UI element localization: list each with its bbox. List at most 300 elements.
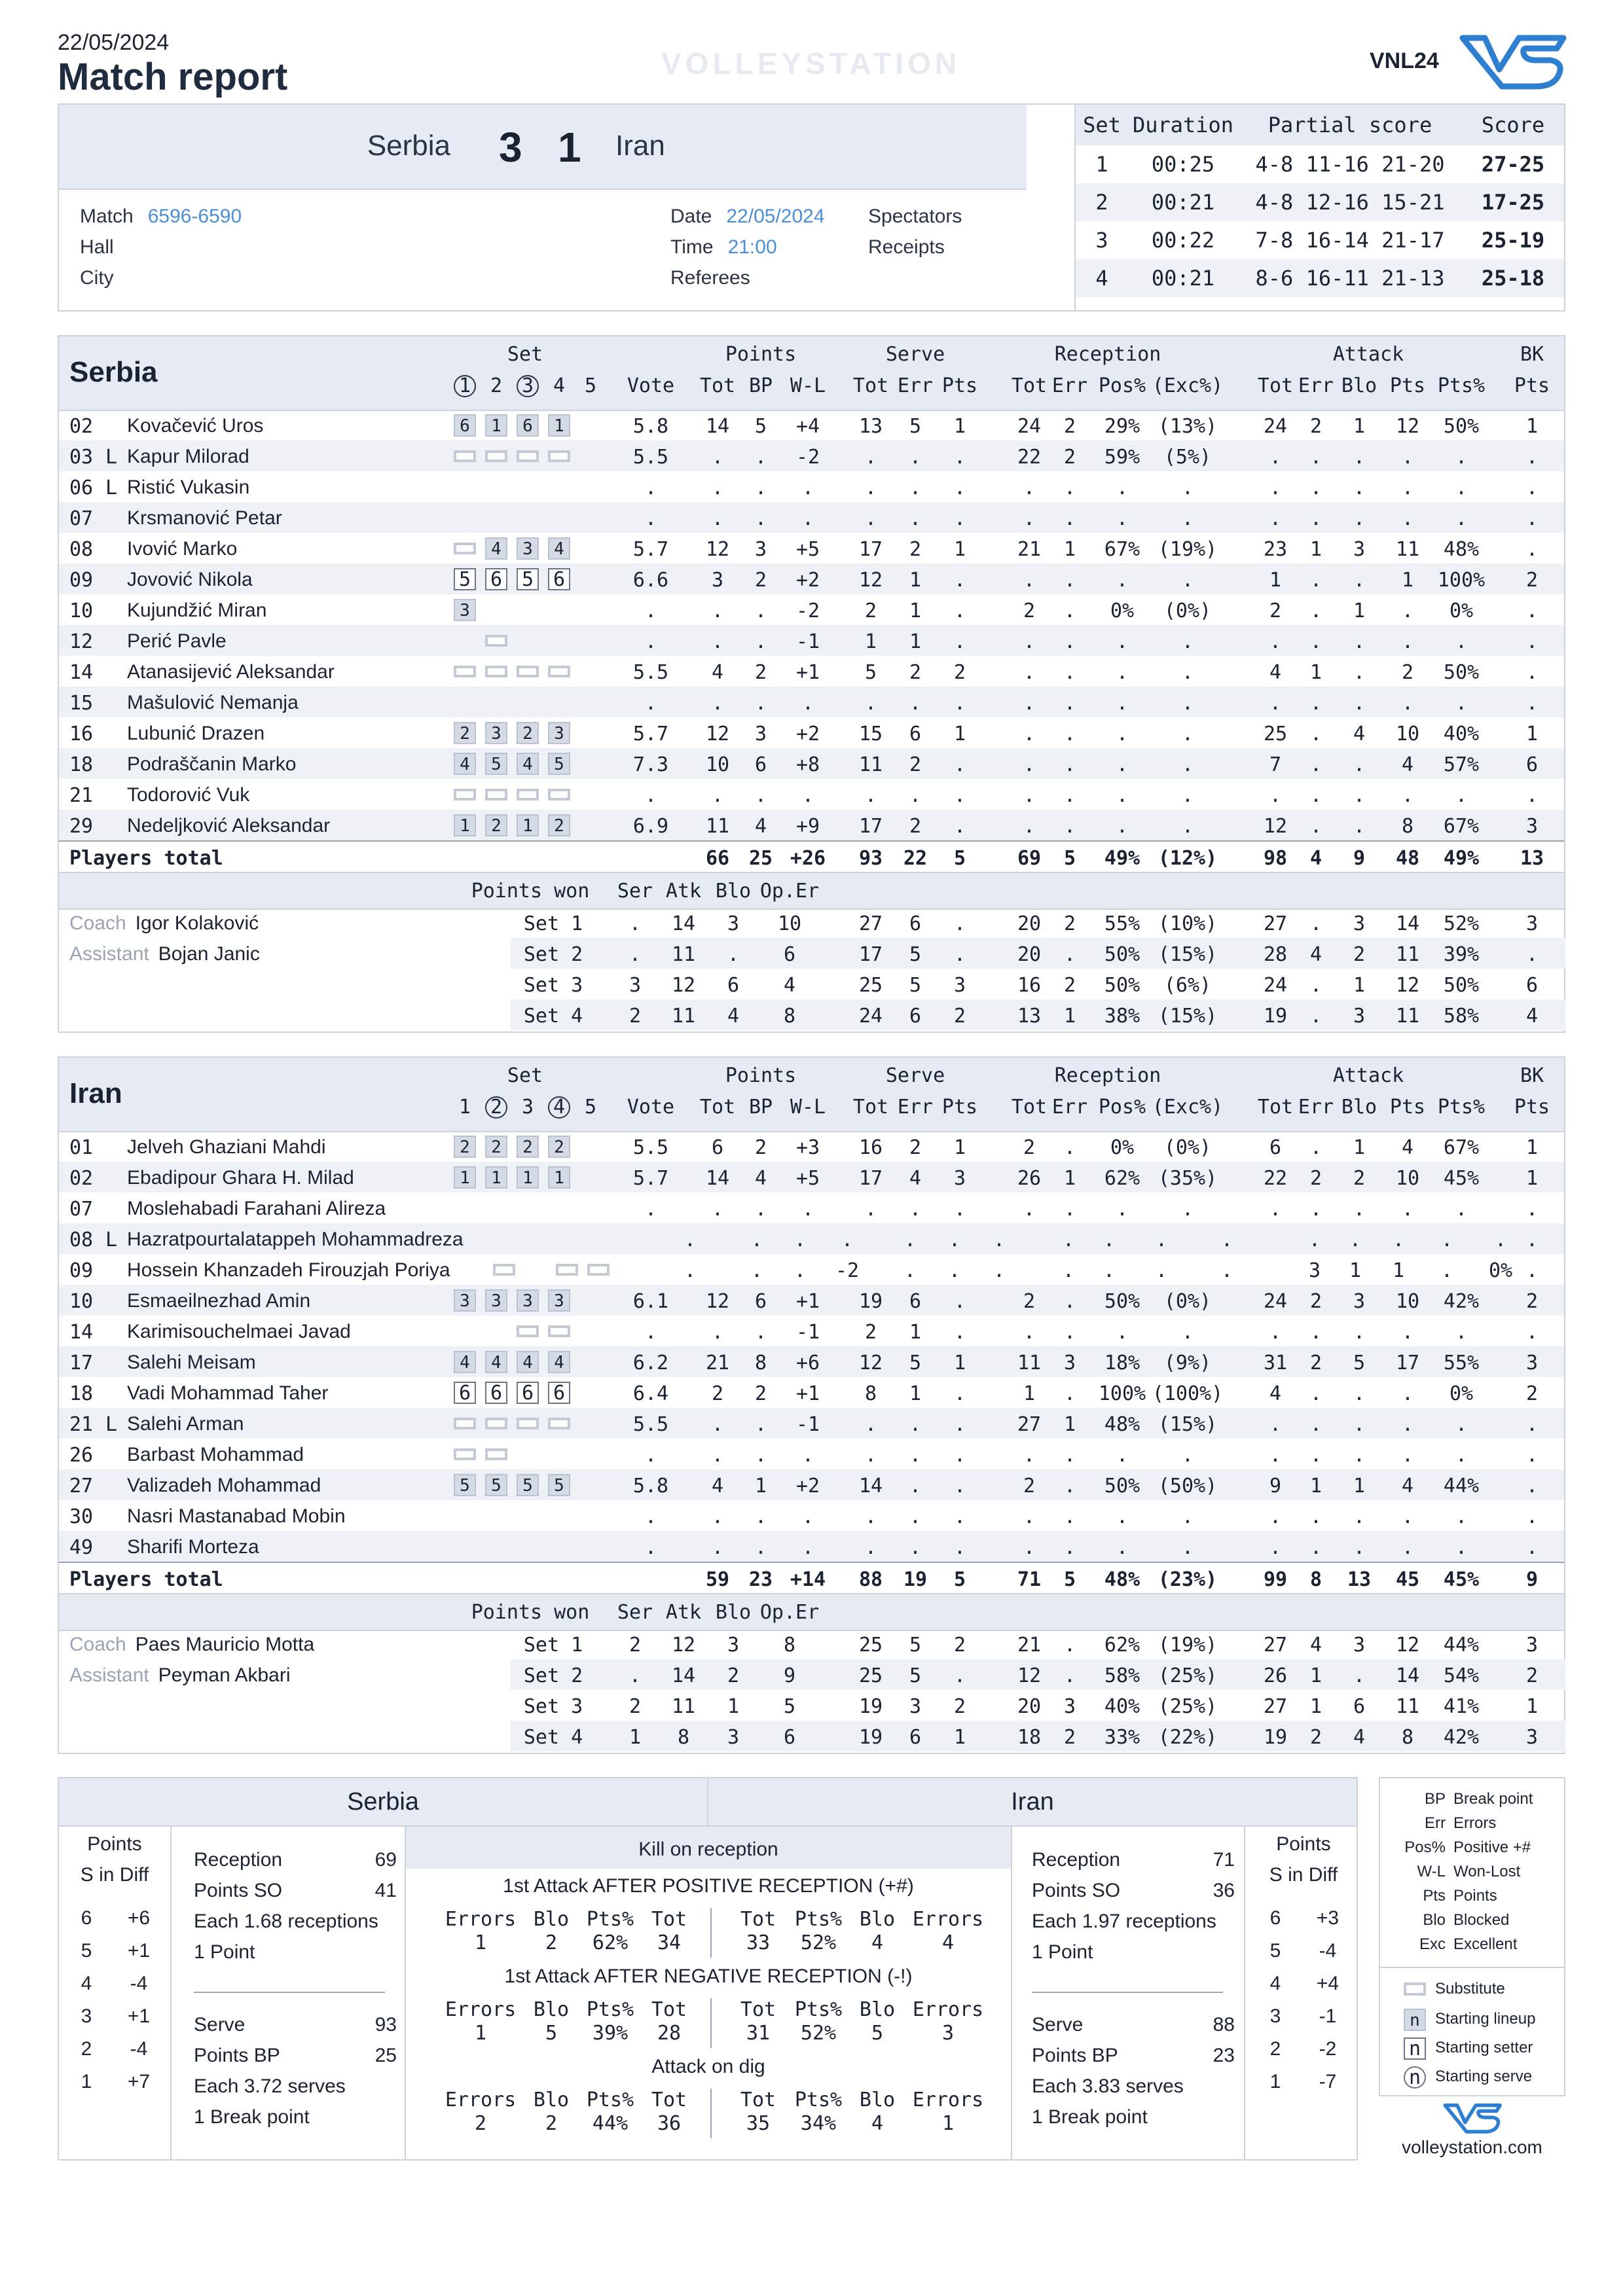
points-value: 8	[754, 1352, 767, 1374]
reception-value: 50%	[1104, 1475, 1140, 1498]
col-group-points: Points	[725, 1064, 797, 1087]
col-group-attack: Attack	[1332, 343, 1404, 366]
legend-substitute: Substitute	[1435, 1980, 1505, 1998]
player-name: Karimisouchelmaei Javad	[127, 1321, 351, 1342]
attack-value: 2	[1401, 661, 1414, 684]
set-stats-row	[511, 938, 1565, 969]
col-attack-sub: Pts%	[1437, 374, 1486, 397]
total-serve: 22	[903, 847, 928, 870]
total-reception: (23%)	[1158, 1568, 1218, 1591]
divider	[1011, 1825, 1012, 2159]
points-won-col: Ser	[617, 1601, 653, 1624]
reception-value: 0%	[1110, 600, 1135, 622]
block-points-value: .	[1525, 1444, 1539, 1467]
player-row[interactable]	[59, 564, 1564, 594]
player-row[interactable]	[59, 748, 1564, 779]
points-won-value: 2	[629, 1005, 642, 1028]
reception-value: .	[1181, 630, 1194, 653]
left-col-header: Pts%	[586, 2089, 634, 2111]
set-attack-value: 3	[1353, 1634, 1366, 1657]
points-bp-value: 25	[374, 2045, 397, 2066]
player-row[interactable]	[59, 1316, 1564, 1346]
col-group-reception: Reception	[1054, 1064, 1161, 1087]
rotation-diff: -4	[130, 2038, 148, 2060]
attack-value: 100%	[1437, 569, 1486, 592]
reception-value: .	[1063, 1505, 1076, 1528]
right-value: 4	[871, 2112, 884, 2135]
col-group-attack: Attack	[1332, 1064, 1404, 1087]
attack-value: .	[1309, 1198, 1322, 1221]
attack-value: .	[1309, 1321, 1322, 1344]
legend-key: W-L	[1417, 1863, 1446, 1880]
player-number: 26	[69, 1444, 94, 1467]
starting-setter-marker: 6	[548, 568, 570, 590]
rotation-number: 5	[1269, 1940, 1281, 1962]
substitute-marker	[548, 789, 570, 800]
set-stats-label	[511, 1634, 596, 1657]
vs-logo-icon	[1459, 30, 1567, 96]
set-score: 27-25	[1481, 152, 1545, 177]
player-name: Perić Pavle	[127, 630, 227, 652]
total-points: 23	[748, 1568, 773, 1591]
vote-value: 5.8	[632, 415, 669, 438]
reception-value: (9%)	[1163, 1352, 1212, 1374]
serve-value: .	[953, 1382, 966, 1405]
starting-rotation-marker: 3	[454, 1289, 476, 1312]
reception-value: 100%	[1098, 1382, 1146, 1405]
set-block-value: 2	[1525, 1664, 1539, 1687]
set-num: 5	[584, 1096, 597, 1119]
player-row[interactable]	[59, 779, 1564, 810]
points-won-col: Op.Er	[759, 1601, 820, 1624]
attack-value: 42%	[1443, 1290, 1480, 1313]
reception-value: 2	[1063, 446, 1076, 469]
attack-value: 24	[1263, 1290, 1288, 1313]
reception-value: .	[1103, 1229, 1116, 1251]
serve-value: .	[909, 476, 922, 499]
reception-value: 2	[1023, 600, 1036, 622]
player-row[interactable]	[59, 656, 1564, 687]
block-points-value: 1	[1525, 1167, 1539, 1190]
attack-value: 1	[1353, 1136, 1366, 1159]
match-id-row	[80, 206, 242, 228]
reception-value: .	[1023, 476, 1036, 499]
col-bk-sub: Pts	[1514, 374, 1550, 397]
player-row[interactable]	[59, 1408, 1564, 1439]
points-value: 12	[705, 723, 730, 745]
coach-name: Igor Kolaković	[135, 912, 259, 934]
serve-value: 93	[374, 2014, 397, 2036]
right-value: 4	[941, 1931, 955, 1954]
total-attack: 9	[1353, 847, 1366, 870]
set-number: 2	[571, 943, 583, 966]
reception-value: 0%	[1110, 1136, 1135, 1159]
player-row[interactable]	[59, 594, 1564, 625]
starting-rotation-marker: 2	[548, 814, 570, 836]
points-won-value: 8	[677, 1726, 690, 1749]
set-serve-value: 6	[909, 1726, 922, 1749]
total-attack: 13	[1347, 1568, 1372, 1591]
set-stats-label	[511, 974, 596, 997]
reception-value: 2	[1023, 1475, 1036, 1498]
attack-value: 4	[1353, 723, 1366, 745]
serve-value: .	[953, 1444, 966, 1467]
attack-value: 1	[1353, 600, 1366, 622]
attack-value: .	[1401, 630, 1414, 653]
points-value: .	[793, 1229, 807, 1251]
right-value: 1	[941, 2112, 955, 2135]
points-won-value: 8	[783, 1005, 796, 1028]
col-serve-sub: Err	[897, 1096, 934, 1119]
block-points-value: 2	[1525, 569, 1539, 592]
set-attack-value: 19	[1263, 1726, 1288, 1749]
attack-value: .	[1353, 1536, 1366, 1559]
right-col-header: Blo	[859, 1998, 896, 2021]
set-duration: 00:21	[1128, 183, 1238, 221]
attack-value: 9	[1269, 1475, 1282, 1498]
legend-starting-serve: Starting serve	[1435, 2068, 1533, 2085]
total-block: 13	[1520, 847, 1544, 870]
starting-rotation-marker: 5	[517, 1474, 539, 1496]
set-block-value: 3	[1525, 1726, 1539, 1749]
points-won-col: Atk	[665, 880, 702, 903]
player-row[interactable]	[59, 1162, 1564, 1193]
serve-value: .	[909, 1505, 922, 1528]
starting-rotation-marker: 6	[517, 414, 539, 437]
serve-value: .	[953, 815, 966, 838]
set-num: 2	[490, 374, 503, 397]
player-number: 29	[69, 815, 94, 838]
left-value: 34	[657, 1931, 682, 1954]
legend-key: Pos%	[1404, 1839, 1446, 1856]
coach-name: Paes Mauricio Motta	[135, 1634, 315, 1655]
attack-value: .	[1440, 1229, 1453, 1251]
player-row[interactable]	[59, 1285, 1564, 1316]
reception-value: .	[1181, 723, 1194, 745]
player-number: 21	[69, 1413, 94, 1436]
left-value: 1	[474, 1931, 487, 1954]
match-id[interactable]: 6596-6590	[147, 206, 242, 227]
player-name: Sharifi Morteza	[127, 1536, 259, 1558]
points-value: 1	[754, 1475, 767, 1498]
break-point: 1 Break point	[194, 2106, 310, 2128]
player-row[interactable]	[59, 1469, 1564, 1500]
reception-value: 2	[1063, 415, 1076, 438]
attack-value: 2	[1353, 1167, 1366, 1190]
attack-value: 67%	[1443, 815, 1480, 838]
reception-value: .	[1063, 1536, 1076, 1559]
player-row[interactable]	[59, 1254, 1564, 1285]
legend-key: Err	[1425, 1814, 1446, 1832]
col-vote: Vote	[627, 374, 675, 397]
player-number: 21	[69, 784, 94, 807]
points-value: +3	[795, 1136, 820, 1159]
set-reception-value: (19%)	[1158, 1634, 1218, 1657]
set-row	[1076, 183, 1564, 221]
set-reception-value: 12	[1017, 1664, 1042, 1687]
col-group-serve: Serve	[885, 1064, 945, 1087]
right-col-header: Errors	[912, 2089, 984, 2111]
serve-value: 1	[909, 569, 922, 592]
attack-value: .	[1353, 784, 1366, 807]
right-value: 31	[746, 2022, 771, 2045]
points-value: 6	[754, 1290, 767, 1313]
player-row[interactable]	[59, 1531, 1564, 1562]
libero-marker: L	[105, 1229, 118, 1251]
attack-value: 40%	[1443, 723, 1480, 745]
set-partial: 8-6 16-11 21-13	[1238, 259, 1462, 297]
attack-value: .	[1309, 1444, 1322, 1467]
starting-rotation-marker: 1	[548, 1166, 570, 1189]
attack-value: .	[1401, 507, 1414, 530]
serve-value: 2	[953, 661, 966, 684]
reception-value: (19%)	[1158, 538, 1218, 561]
player-name: Vadi Mohammad Taher	[127, 1382, 329, 1404]
player-row[interactable]	[59, 1193, 1564, 1223]
col-group-points: Points	[725, 343, 797, 366]
points-won-value: 10	[777, 912, 802, 935]
set-partial: 4-8 12-16 15-21	[1238, 183, 1462, 221]
reception-value: .	[1023, 723, 1036, 745]
points-value: 6	[754, 753, 767, 776]
set-attack-value: 11	[1395, 943, 1420, 966]
points-value: +1	[795, 1290, 820, 1313]
points-value: 12	[705, 1290, 730, 1313]
attack-value: .	[1353, 815, 1366, 838]
total-points: 66	[705, 847, 730, 870]
starting-rotation-marker: 4	[517, 1351, 539, 1373]
player-row[interactable]	[59, 410, 1564, 440]
block-points-value: .	[1525, 476, 1539, 499]
serve-value: 14	[858, 1475, 883, 1498]
set-attack-value: .	[1309, 1005, 1322, 1028]
attack-value: 67%	[1443, 1136, 1480, 1159]
player-name: Ebadipour Ghara H. Milad	[127, 1167, 354, 1189]
serve-value: 1	[864, 630, 877, 653]
attack-value: .	[1401, 446, 1414, 469]
right-value: 5	[871, 2022, 884, 2045]
serve-value: .	[948, 1259, 961, 1282]
attack-value: .	[1455, 1321, 1468, 1344]
set-attack-value: 52%	[1443, 912, 1480, 935]
player-row[interactable]	[59, 625, 1564, 656]
points-value: 6	[711, 1136, 724, 1159]
serve-value: .	[864, 446, 877, 469]
reception-value: .	[1181, 476, 1194, 499]
serve-value: .	[993, 1259, 1006, 1282]
set-number	[481, 374, 512, 397]
reception-value: .	[1063, 476, 1076, 499]
left-col-header: Tot	[651, 2089, 687, 2111]
block-points-value: 2	[1525, 1290, 1539, 1313]
total-attack: 8	[1309, 1568, 1322, 1591]
vote-value: 5.7	[632, 723, 669, 745]
reception-value: .	[1116, 723, 1129, 745]
set-reception-value: 21	[1017, 1634, 1042, 1657]
serve-value: .	[909, 1475, 922, 1498]
player-number: 14	[69, 1321, 94, 1344]
left-col-header: Errors	[445, 1908, 517, 1931]
players-total-row	[59, 1562, 1564, 1594]
page-title: Match report	[58, 56, 288, 98]
libero-marker: L	[105, 446, 118, 469]
set-reception-value: 33%	[1104, 1726, 1140, 1749]
reception-value: .	[1116, 1536, 1129, 1559]
left-value: 2	[474, 2112, 487, 2135]
set-reception-value: 20	[1017, 943, 1042, 966]
substitute-marker	[517, 1325, 539, 1337]
player-row[interactable]	[59, 717, 1564, 748]
attack-value: .	[1401, 1505, 1414, 1528]
attack-value: 10	[1395, 1167, 1420, 1190]
left-value: 44%	[592, 2112, 629, 2135]
reception-value: 3	[1063, 1352, 1076, 1374]
points-won-value: 11	[671, 1005, 696, 1028]
serve-value: 1	[953, 415, 966, 438]
rotation-number: 2	[81, 2038, 92, 2060]
reception-value: .	[1023, 1198, 1036, 1221]
points-value: .	[793, 1259, 807, 1282]
attack-value: 0%	[1449, 600, 1474, 622]
player-row[interactable]	[59, 1377, 1564, 1408]
set-prefix: Set	[523, 1664, 560, 1687]
set-won-marker: 1	[454, 375, 476, 397]
total-attack: 99	[1263, 1568, 1288, 1591]
report-date: 22/05/2024	[58, 30, 170, 55]
set-stats-label	[511, 1695, 596, 1718]
set-reception-value: 20	[1017, 1695, 1042, 1718]
serve-label: Serve	[194, 2014, 246, 2036]
assistant-name: Bojan Janic	[158, 943, 260, 965]
points-value: .	[754, 476, 767, 499]
attack-value: .	[1309, 723, 1322, 745]
set-attack-value: 19	[1263, 1005, 1288, 1028]
starting-rotation-marker: 1	[548, 414, 570, 437]
player-row[interactable]	[59, 1500, 1564, 1531]
sin-diff-header: S in Diff	[1269, 1864, 1338, 1886]
player-number: 12	[69, 630, 94, 653]
serve-value: .	[953, 630, 966, 653]
player-row[interactable]	[59, 810, 1564, 840]
player-row[interactable]	[59, 471, 1564, 502]
starting-rotation-marker: 4	[548, 1351, 570, 1373]
set-attack-value: 1	[1309, 1664, 1322, 1687]
reception-value: 50%	[1104, 1290, 1140, 1313]
set-number	[512, 374, 543, 397]
set-serve-value: 3	[909, 1695, 922, 1718]
reception-value: .	[1063, 507, 1076, 530]
serve-value: 12	[858, 1352, 883, 1374]
col-attack-sub: Tot	[1257, 374, 1294, 397]
pos-title: 1st Attack AFTER POSITIVE RECEPTION (+#)	[503, 1875, 914, 1897]
attack-value: .	[1309, 1136, 1322, 1159]
right-col-header: Tot	[740, 1908, 776, 1931]
set-attack-value: .	[1309, 974, 1322, 997]
points-value: 4	[711, 661, 724, 684]
starting-rotation-marker: 4	[485, 537, 507, 560]
starting-rotation-marker: 5	[485, 753, 507, 775]
starting-rotation-marker: 2	[517, 722, 539, 744]
attack-value: 2	[1309, 1290, 1322, 1313]
set-serve-value: 6	[909, 912, 922, 935]
starting-serve-marker: n	[1404, 2066, 1426, 2089]
attack-value: .	[1401, 1413, 1414, 1436]
libero-marker: L	[105, 1413, 118, 1436]
reception-value: (15%)	[1158, 1413, 1218, 1436]
points-won-value: .	[629, 1664, 642, 1687]
serve-value: .	[903, 1229, 917, 1251]
legend-key: BP	[1424, 1790, 1446, 1808]
block-points-value: .	[1525, 1321, 1539, 1344]
set-attack-value: 4	[1309, 943, 1322, 966]
player-row[interactable]	[59, 502, 1564, 533]
player-row[interactable]	[59, 1223, 1564, 1254]
attack-value: .	[1353, 1444, 1366, 1467]
watermark: VOLLEYSTATION	[661, 46, 961, 81]
player-name: Salehi Meisam	[127, 1352, 256, 1373]
vote-value: 6.9	[632, 815, 669, 838]
player-row[interactable]	[59, 533, 1564, 564]
points-value: +2	[795, 1475, 820, 1498]
points-won-value: .	[629, 943, 642, 966]
set-prefix: Set	[523, 974, 560, 997]
attack-value: 2	[1269, 600, 1282, 622]
set-serve-value: 5	[909, 974, 922, 997]
reception-value: .	[1116, 1198, 1129, 1221]
points-won-value: 3	[727, 1634, 740, 1657]
points-bp-label: Points BP	[1032, 2045, 1118, 2066]
legend-panel	[1379, 1777, 1565, 2096]
player-row[interactable]	[59, 1346, 1564, 1377]
players-total-label: Players total	[69, 847, 223, 870]
right-value: 35	[746, 2112, 771, 2135]
col-serve-sub: Pts	[941, 1096, 978, 1119]
player-row[interactable]	[59, 1131, 1564, 1162]
reception-value: 48%	[1104, 1413, 1140, 1436]
player-row[interactable]	[59, 440, 1564, 471]
serve-value: .	[864, 1444, 877, 1467]
referees-label: Referees	[670, 267, 750, 289]
points-header: Points	[87, 1833, 142, 1855]
vote-value: .	[684, 1229, 697, 1251]
player-name: Kujundžić Miran	[127, 600, 267, 621]
col-reception-sub: Pos%	[1098, 1096, 1146, 1119]
set-set: 2	[1076, 183, 1128, 221]
set-block-value: .	[1525, 943, 1539, 966]
points-value: .	[801, 1536, 814, 1559]
left-col-header: Blo	[533, 1998, 570, 2021]
starting-setter-marker: 6	[485, 1382, 507, 1404]
player-row[interactable]	[59, 1439, 1564, 1469]
each-serves: Each 3.72 serves	[194, 2075, 346, 2097]
footer-url[interactable]: volleystation.com	[1402, 2137, 1542, 2157]
substitute-marker	[493, 1264, 515, 1276]
reception-value: .	[1063, 600, 1076, 622]
attack-value: .	[1455, 1536, 1468, 1559]
player-row[interactable]	[59, 687, 1564, 717]
total-serve: 19	[903, 1568, 928, 1591]
points-won-value: 8	[783, 1634, 796, 1657]
starting-rotation-marker: 6	[454, 414, 476, 437]
right-col-header: Blo	[859, 2089, 896, 2111]
serve-value: 5	[909, 415, 922, 438]
serve-value: .	[953, 600, 966, 622]
reception-value: .	[1116, 507, 1129, 530]
player-number: 16	[69, 723, 94, 745]
one-point: 1 Point	[194, 1941, 255, 1963]
points-value: .	[754, 1444, 767, 1467]
set-reception-value: (25%)	[1158, 1695, 1218, 1718]
